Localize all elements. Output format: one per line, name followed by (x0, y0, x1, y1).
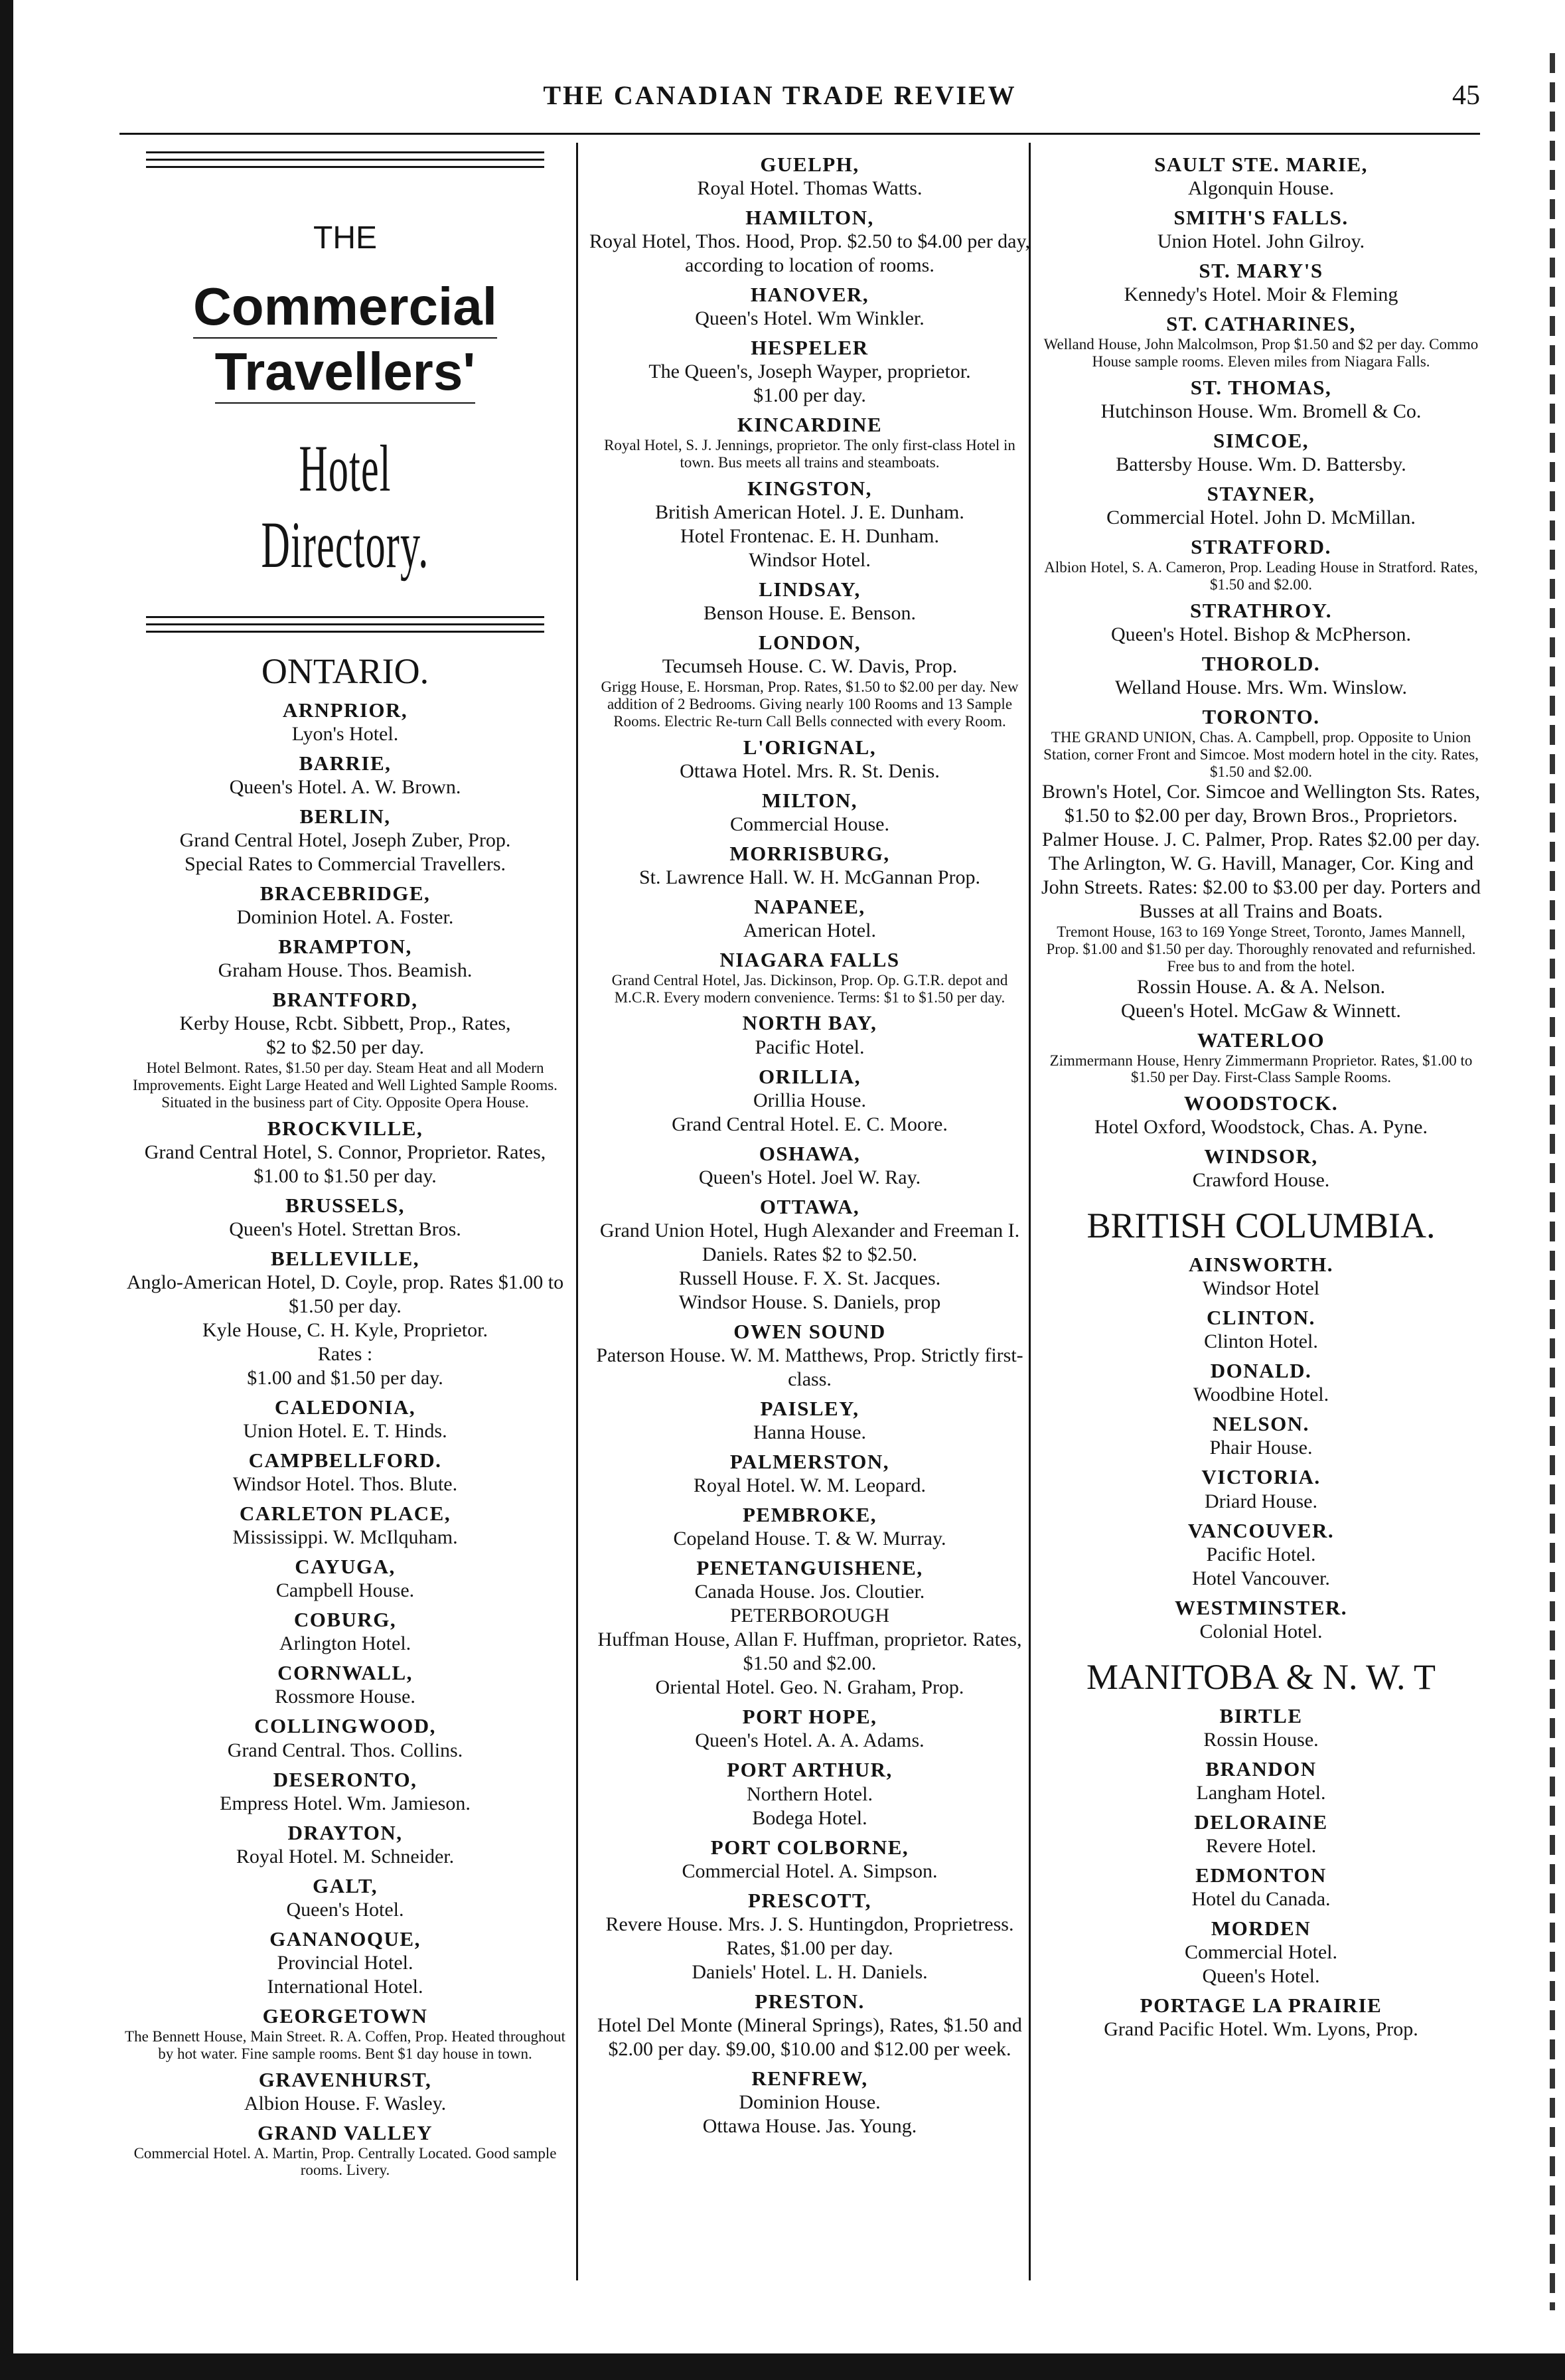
town-heading: HANOVER, (750, 283, 869, 307)
hotel-listing: Anglo-American Hotel, D. Coyle, prop. Rates $1.00 to $1.50 per day. (126, 1271, 564, 1317)
town-heading: BARRIE, (299, 751, 392, 775)
town-heading: BRANDON (1205, 1757, 1317, 1781)
hotel-listing: Huffman House, Allan F. Huffman, proprietor. Rates, $1.50 and $2.00. (597, 1628, 1022, 1675)
hotel-listing: Grand Pacific Hotel. Wm. Lyons, Prop. (1104, 2018, 1418, 2041)
hotel-advert: Zimmermann House, Henry Zimmermann Proprietor. Rates, $1.00 to $1.50 per Day. First-Class Sample Rooms. (1049, 1052, 1473, 1086)
town-heading: NORTH BAY, (742, 1011, 877, 1035)
hotel-advert: THE GRAND UNION, Chas. A. Campbell, prop. Opposite to Union Station, corner Front and Simcoe. Most modern hotel in the city. Rates, $1.50 and $2.00. (1043, 729, 1479, 780)
town-heading: COLLINGWOOD, (254, 1714, 436, 1738)
town-heading: GUELPH, (760, 153, 859, 176)
town-heading: SAULT STE. MARIE, (1154, 153, 1368, 176)
hotel-listing: Union Hotel. John Gilroy. (1157, 230, 1365, 253)
directory-column-3 (1035, 147, 1487, 2272)
town-heading: HESPELER (751, 336, 869, 360)
town-heading: ST. MARY'S (1199, 259, 1323, 283)
masthead-hotel-directory: Hotel Directory. (261, 432, 429, 582)
town-heading: RENFREW, (751, 2066, 868, 2090)
hotel-listing: Provincial Hotel. (277, 1951, 413, 1974)
province-heading: ONTARIO. (261, 651, 429, 691)
journal-title: THE CANADIAN TRADE REVIEW (543, 80, 1017, 110)
masthead-travellers: Travellers' (215, 341, 476, 404)
hotel-advert: Grand Central Hotel, Jas. Dickinson, Prop. Op. G.T.R. depot and M.C.R. Every modern convenience. Terms: $1 to $1.50 per day. (611, 971, 1008, 1006)
hotel-listing: Hutchinson House. Wm. Bromell & Co. (1100, 400, 1422, 422)
hotel-listing: The Queen's, Joseph Wayper, proprietor. (648, 360, 971, 383)
hotel-listing: International Hotel. (267, 1975, 423, 1998)
town-heading: PEMBROKE, (742, 1503, 877, 1527)
masthead-rules-bottom (146, 616, 544, 638)
hotel-listing: Special Rates to Commercial Travellers. (184, 853, 506, 876)
directory-masthead (119, 151, 571, 638)
hotel-listing: Graham House. Thos. Beamish. (218, 959, 473, 982)
town-heading: LONDON, (758, 631, 861, 655)
town-heading: L'ORIGNAL, (743, 735, 877, 759)
town-heading: DESERONTO, (273, 1767, 417, 1791)
hotel-listing: Queen's Hotel. (1202, 1965, 1320, 1988)
hotel-listing: Commercial Hotel. A. Simpson. (682, 1860, 938, 1882)
hotel-listing: Clinton Hotel. (1204, 1330, 1318, 1353)
hotel-listing: Commercial Hotel. John D. McMillan. (1106, 507, 1416, 529)
hotel-listing: British American Hotel. J. E. Dunham. (655, 501, 964, 524)
town-heading: PORT COLBORNE, (710, 1835, 909, 1859)
directory-column-2 (584, 147, 1035, 2272)
page-number: 45 (1452, 80, 1480, 111)
town-heading: WINDSOR, (1204, 1145, 1318, 1168)
town-heading: CORNWALL, (277, 1661, 413, 1685)
hotel-listing: Hotel du Canada. (1191, 1887, 1331, 1910)
hotel-listing: Bodega Hotel. (752, 1806, 867, 1829)
town-heading: CAMPBELLFORD. (248, 1448, 442, 1472)
hotel-listing: Welland House. Mrs. Wm. Winslow. (1115, 676, 1407, 698)
hotel-listing: Lyon's Hotel. (291, 722, 399, 745)
hotel-listing: Rates : (317, 1342, 373, 1365)
town-heading: STRATHROY. (1190, 598, 1332, 622)
town-heading: ORILLIA, (758, 1064, 861, 1088)
hotel-listing: Rossin House. A. & A. Nelson. (1136, 975, 1386, 998)
hotel-listing: Queen's Hotel. Wm Winkler. (695, 307, 925, 330)
hotel-listing: Queen's Hotel. Joel W. Ray. (698, 1166, 921, 1188)
hotel-listing: Queen's Hotel. (286, 1898, 404, 1921)
hotel-listing: Northern Hotel. (747, 1783, 873, 1805)
hotel-listing: Windsor Hotel. (749, 549, 871, 572)
hotel-listing: Revere Hotel. (1205, 1834, 1317, 1857)
town-heading: GRAVENHURST, (258, 2067, 432, 2091)
hotel-listing: Grand Central. Thos. Collins. (227, 1739, 463, 1761)
hotel-listing: Windsor Hotel (1202, 1277, 1320, 1300)
town-heading: DELORAINE (1194, 1810, 1328, 1834)
hotel-listing: Kerby House, Rcbt. Sibbett, Prop., Rates, (179, 1012, 511, 1035)
town-heading: BERLIN, (299, 804, 391, 828)
town-heading: PORT ARTHUR, (727, 1758, 893, 1782)
hotel-listing: Hotel Frontenac. E. H. Dunham. (680, 525, 939, 548)
town-heading: OWEN SOUND (733, 1319, 886, 1343)
town-heading: WESTMINSTER. (1174, 1595, 1348, 1619)
hotel-listing: Kyle House, C. H. Kyle, Proprietor. (202, 1318, 488, 1341)
town-heading: GALT, (313, 1873, 378, 1897)
hotel-listing: Dominion House. (739, 2091, 881, 2113)
town-heading: STAYNER, (1207, 482, 1315, 506)
town-heading: NELSON. (1213, 1412, 1309, 1436)
town-heading: CLINTON. (1207, 1306, 1315, 1330)
hotel-listing: St. Lawrence Hall. W. H. McGannan Prop. (638, 866, 981, 888)
town-heading: PAISLEY, (760, 1396, 859, 1420)
hotel-listing: Royal Hotel. W. M. Leopard. (694, 1474, 926, 1497)
hotel-listing: Queen's Hotel. Strettan Bros. (229, 1218, 461, 1240)
town-heading: BRUSSELS, (285, 1193, 405, 1217)
town-heading: VANCOUVER. (1187, 1518, 1335, 1542)
province-heading: MANITOBA & N. W. T (1086, 1656, 1436, 1697)
hotel-listing: Queen's Hotel. A. W. Brown. (229, 775, 461, 798)
hotel-listing: Commercial House. (730, 813, 889, 835)
town-heading: VICTORIA. (1201, 1465, 1321, 1489)
hotel-listing: Rossmore House. (275, 1686, 415, 1708)
hotel-listing: Grand Central Hotel, S. Connor, Proprietor. Rates, $1.00 to $1.50 per day. (144, 1141, 546, 1187)
town-heading: PENETANGUISHENE, (696, 1556, 923, 1580)
town-heading: WOODSTOCK. (1183, 1091, 1339, 1115)
town-heading: NIAGARA FALLS (719, 947, 900, 971)
town-heading: OTTAWA, (759, 1194, 860, 1218)
town-heading: BRANTFORD, (272, 988, 418, 1012)
hotel-listing: Hotel Oxford, Woodstock, Chas. A. Pyne. (1094, 1116, 1428, 1139)
hotel-listing: Hotel Vancouver. (1192, 1567, 1330, 1589)
hotel-listing: Colonial Hotel. (1199, 1620, 1323, 1642)
hotel-listing: Algonquin House. (1188, 177, 1334, 200)
hotel-listing: Palmer House. J. C. Palmer, Prop. Rates $2.00 per day. (1041, 829, 1481, 851)
hotel-listing: $1.00 per day. (753, 384, 866, 407)
town-heading: DRAYTON, (287, 1820, 403, 1844)
town-heading: AINSWORTH. (1188, 1253, 1334, 1277)
hotel-listing: Pacific Hotel. (755, 1036, 865, 1058)
town-heading: COBURG, (293, 1608, 397, 1632)
hotel-listing: Daniels' Hotel. L. H. Daniels. (692, 1960, 928, 1983)
town-heading: BROCKVILLE, (267, 1116, 423, 1140)
hotel-listing: Windsor House. S. Daniels, prop (678, 1291, 941, 1313)
town-heading: GRAND VALLEY (257, 2120, 433, 2144)
hotel-listing: Mississippi. W. McIlquham. (232, 1526, 458, 1549)
town-heading: WATERLOO (1197, 1028, 1325, 1052)
town-heading: LINDSAY, (759, 578, 861, 601)
hotel-listing: Commercial Hotel. (1185, 1941, 1337, 1964)
town-heading: KINGSTON, (747, 476, 872, 500)
hotel-listing: Royal Hotel. M. Schneider. (236, 1845, 455, 1867)
hotel-listing: Brown's Hotel, Cor. Simcoe and Wellington Sts. Rates, $1.50 to $2.00 per day, Brown Bros., Proprietors. (1042, 781, 1480, 827)
hotel-listing: Revere House. Mrs. J. S. Huntingdon, Proprietress. Rates, $1.00 per day. (605, 1913, 1014, 1959)
town-heading: CARLETON PLACE, (239, 1502, 451, 1526)
hotel-listing: Battersby House. Wm. D. Battersby. (1116, 453, 1406, 476)
town-heading: SMITH'S FALLS. (1173, 206, 1349, 230)
binding-edge-left (0, 0, 13, 2380)
hotel-listing: Rossin House. (1203, 1728, 1319, 1751)
town-heading: PRESTON. (755, 1989, 865, 2013)
masthead-the: THE (313, 220, 377, 256)
hotel-listing: Albion House. F. Wasley. (244, 2092, 447, 2114)
hotel-listing: Paterson House. W. M. Matthews, Prop. Strictly first-class. (596, 1344, 1023, 1390)
town-heading: CALEDONIA, (274, 1395, 416, 1419)
town-heading: EDMONTON (1195, 1863, 1327, 1887)
running-header (80, 80, 1480, 126)
hotel-advert: Hotel Belmont. Rates, $1.50 per day. Steam Heat and all Modern Improvements. Eight Large Heated and Well Lighted Sample Rooms. Situated in the business part of City. Opposite Opera House. (133, 1060, 558, 1111)
town-heading: HAMILTON, (745, 206, 874, 230)
hotel-listing: Canada House. Jos. Cloutier. (694, 1581, 925, 1603)
town-heading: GANANOQUE, (269, 1927, 421, 1950)
town-heading: CAYUGA, (295, 1555, 396, 1579)
hotel-listing: Queen's Hotel. A. A. Adams. (695, 1729, 925, 1752)
hotel-listing: Copeland House. T. & W. Murray. (673, 1528, 946, 1550)
hotel-listing: Woodbine Hotel. (1193, 1384, 1329, 1406)
town-heading: TORONTO. (1202, 704, 1320, 728)
town-heading: ARNPRIOR, (282, 698, 408, 722)
hotel-listing: PETERBOROUGH (729, 1605, 889, 1627)
town-heading: NAPANEE, (754, 894, 865, 918)
hotel-listing: Queen's Hotel. McGaw & Winnett. (1121, 999, 1401, 1022)
hotel-listing: Queen's Hotel. Bishop & McPherson. (1110, 623, 1412, 645)
hotel-listing: Royal Hotel. Thomas Watts. (697, 177, 923, 200)
hotel-listing: Benson House. E. Benson. (704, 602, 916, 625)
hotel-advert: The Bennett House, Main Street. R. A. Coffen, Prop. Heated throughout by hot water. Fine sample rooms. Bent $1 day house in town. (125, 2028, 565, 2062)
town-heading: SIMCOE, (1213, 428, 1309, 452)
hotel-advert: Commercial Hotel. A. Martin, Prop. Centrally Located. Good sample rooms. Livery. (133, 2144, 557, 2179)
hotel-listing: Grand Central Hotel. E. C. Moore. (672, 1113, 948, 1135)
town-heading: ST. CATHARINES, (1166, 312, 1356, 336)
hotel-listing: Grand Union Hotel, Hugh Alexander and Freeman I. Daniels. Rates $2 to $2.50. (599, 1219, 1020, 1265)
hotel-listing: Orillia House. (753, 1089, 866, 1111)
hotel-advert: Grigg House, E. Horsman, Prop. Rates, $1.50 to $2.00 per day. New addition of 2 Bedrooms. Giving nearly 100 Rooms and 13 Sample Rooms. Electric Re-turn Call Bells connected with every Room. (601, 678, 1019, 730)
town-heading: BRAMPTON, (278, 935, 412, 959)
binding-edge-right (1550, 53, 1555, 2310)
town-heading: MORDEN (1211, 1916, 1311, 1940)
hotel-listing: Kennedy's Hotel. Moir & Fleming (1124, 283, 1398, 306)
hotel-listing: Driard House. (1205, 1490, 1317, 1512)
hotel-advert: Royal Hotel, S. J. Jennings, proprietor. The only first-class Hotel in town. Bus meets all trains and steamboats. (604, 437, 1015, 471)
hotel-listing: Empress Hotel. Wm. Jamieson. (220, 1792, 471, 1814)
hotel-listing: $2 to $2.50 per day. (265, 1036, 424, 1059)
town-heading: GEORGETOWN (262, 2004, 428, 2027)
town-heading: MILTON, (761, 788, 858, 812)
town-heading: KINCARDINE (737, 413, 883, 437)
masthead-rules-top (146, 151, 544, 173)
hotel-listing: Ottawa Hotel. Mrs. R. St. Denis. (680, 759, 940, 782)
hotel-listing: Windsor Hotel. Thos. Blute. (232, 1473, 458, 1496)
town-heading: BELLEVILLE, (270, 1246, 420, 1270)
hotel-listing: The Arlington, W. G. Havill, Manager, Cor. King and John Streets. Rates: $2.00 to $3.00 per day. Porters and Busses at all Trains and Boats. (1041, 852, 1481, 923)
hotel-listing: American Hotel. (743, 919, 876, 941)
masthead-commercial: Commercial (193, 276, 497, 339)
hotel-advert: Albion Hotel, S. A. Cameron, Prop. Leading House in Stratford. Rates, $1.50 and $2.00. (1044, 559, 1478, 593)
hotel-advert: Welland House, John Malcolmson, Prop $1.50 and $2 per day. Commo House sample rooms. Eleven miles from Niagara Falls. (1043, 336, 1479, 370)
hotel-listing: Campbell House. (275, 1579, 415, 1602)
town-heading: MORRISBURG, (729, 841, 890, 865)
hotel-listing: Oriental Hotel. Geo. N. Graham, Prop. (655, 1676, 964, 1699)
town-heading: OSHAWA, (759, 1141, 861, 1165)
province-heading: BRITISH COLUMBIA. (1086, 1206, 1436, 1246)
hotel-listing: Russell House. F. X. St. Jacques. (678, 1267, 941, 1289)
town-heading: PALMERSTON, (729, 1450, 890, 1474)
town-heading: DONALD. (1210, 1359, 1312, 1383)
hotel-listing: $1.00 and $1.50 per day. (247, 1366, 443, 1389)
hotel-listing: Hanna House. (753, 1421, 866, 1444)
hotel-listing: Ottawa House. Jas. Young. (702, 2114, 917, 2137)
directory-column-1 (119, 147, 571, 2272)
town-heading: ST. THOMAS, (1190, 375, 1332, 399)
hotel-listing: Tecumseh House. C. W. Davis, Prop. (662, 655, 958, 678)
header-rule (119, 133, 1480, 135)
town-heading: PRESCOTT, (747, 1888, 872, 1912)
column-rule (576, 143, 578, 2280)
hotel-listing: Union Hotel. E. T. Hinds. (243, 1419, 447, 1442)
hotel-advert: Tremont House, 163 to 169 Yonge Street, Toronto, James Mannell, Prop. $1.00 and $1.50 per day. Thoroughly renovated and refurnished. Free bus to and from the hotel. (1046, 923, 1476, 975)
hotel-listing: Hotel Del Monte (Mineral Springs), Rates, $1.50 and $2.00 per day. $9.00, $10.00 and $12.00 per week. (597, 2014, 1022, 2060)
scan-border-bottom (0, 2353, 1565, 2380)
hotel-listing: Grand Central Hotel, Joseph Zuber, Prop. (179, 829, 511, 852)
hotel-listing: Langham Hotel. (1196, 1781, 1326, 1804)
hotel-listing: Royal Hotel, Thos. Hood, Prop. $2.50 to $4.00 per day, according to location of rooms. (589, 230, 1031, 277)
town-heading: PORTAGE LA PRAIRIE (1140, 1994, 1382, 2018)
town-heading: STRATFORD. (1191, 535, 1331, 559)
hotel-listing: Dominion Hotel. A. Foster. (236, 906, 454, 929)
town-heading: BIRTLE (1219, 1704, 1303, 1727)
hotel-listing: Phair House. (1209, 1437, 1313, 1459)
hotel-listing: Crawford House. (1192, 1169, 1330, 1192)
town-heading: PORT HOPE, (742, 1705, 877, 1729)
town-heading: BRACEBRIDGE, (260, 882, 431, 906)
hotel-listing: Pacific Hotel. (1206, 1543, 1316, 1565)
hotel-listing: Arlington Hotel. (279, 1632, 411, 1655)
town-heading: THOROLD. (1201, 651, 1321, 675)
